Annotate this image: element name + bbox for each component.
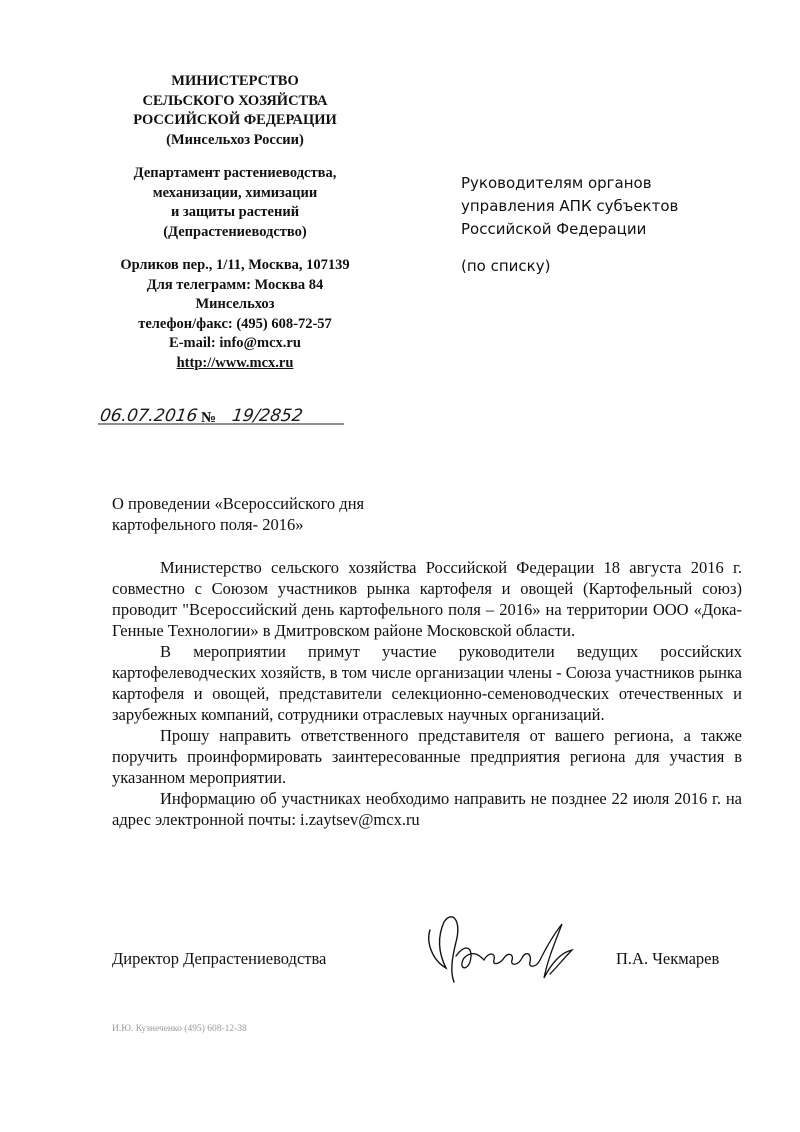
body-paragraph: Информацию об участниках необходимо направить не позднее 22 июля 2016 г. на адрес электронной почты: i.zaytsev@mcx.ru bbox=[112, 789, 742, 829]
executor-note: И.Ю. Кузнеченко (495) 608-12-38 bbox=[112, 1024, 247, 1034]
body-paragraph: Министерство сельского хозяйства Российской Федерации 18 августа 2016 г. совместно с Союзом участников рынка картофеля и овощей (Картофельный союз) проводит "Всероссийский день картофельного поля – 2016» на территории ООО «Дока-Генные Технологии» в Дмитровском районе Московской области. bbox=[112, 558, 742, 640]
website-link[interactable]: http://www.mcx.ru bbox=[176, 354, 294, 371]
ministry-line: СЕЛЬСКОГО ХОЗЯЙСТВА bbox=[142, 92, 328, 109]
subject-line: картофельного поля- 2016» bbox=[112, 515, 304, 534]
department-line: и защиты растений bbox=[170, 204, 300, 220]
body-paragraph: Прошу направить ответственного представителя от вашего региона, а также поручить проинформировать заинтересованные предприятия региона для участия в указанном мероприятии. bbox=[112, 726, 742, 787]
subject-line: О проведении «Всероссийского дня bbox=[112, 494, 365, 513]
number-sign: № bbox=[201, 410, 217, 426]
ministry-line: МИНИСТЕРСТВО bbox=[171, 73, 299, 89]
ministry-short-name: (Минсельхоз России) bbox=[166, 131, 304, 148]
signatory-title: Директор Депрастениеводства bbox=[112, 949, 327, 968]
recipient-line: Руководителям органов bbox=[461, 174, 652, 192]
telegram-address: Для телеграмм: Москва 84 bbox=[146, 276, 324, 293]
letter-body bbox=[112, 557, 742, 830]
registration-line bbox=[98, 402, 348, 428]
recipient-line: управления АПК субъектов bbox=[461, 197, 679, 215]
letter-subject bbox=[112, 493, 432, 535]
registration-date: 06.07.2016 bbox=[98, 406, 199, 426]
ministry-block bbox=[100, 72, 370, 150]
email: E-mail: info@mcx.ru bbox=[169, 335, 301, 351]
department-line: механизации, химизации bbox=[152, 184, 318, 201]
department-line: Департамент растениеводства, bbox=[133, 165, 337, 181]
ministry-line: РОССИЙСКОЙ ФЕДЕРАЦИИ bbox=[133, 112, 337, 128]
phone-fax: телефон/факс: (495) 608-72-57 bbox=[138, 315, 332, 332]
recipient-line: Российской Федерации bbox=[461, 220, 647, 238]
department-block bbox=[100, 164, 370, 242]
handwritten-signature bbox=[422, 912, 582, 990]
recipient-block bbox=[461, 172, 761, 278]
telegram-name: Минсельхоз bbox=[195, 296, 275, 312]
recipient-note: (по списку) bbox=[461, 257, 551, 275]
department-short-name: (Депрастениеводство) bbox=[163, 223, 307, 240]
body-paragraph: В мероприятии примут участие руководители ведущих российских картофелеводческих хозяйств, в том числе организации члены - Союза участников рынка картофеля и овощей, представители селекционно-семеноводческих отечественных и зарубежных компаний, сотрудники отраслевых научных организаций. bbox=[112, 642, 742, 724]
postal-address: Орликов пер., 1/11, Москва, 107139 bbox=[120, 257, 350, 273]
registration-number: 19/2852 bbox=[230, 406, 305, 426]
signatory-name: П.А. Чекмарев bbox=[616, 949, 720, 968]
contact-block bbox=[100, 256, 370, 373]
letterhead bbox=[100, 72, 370, 373]
